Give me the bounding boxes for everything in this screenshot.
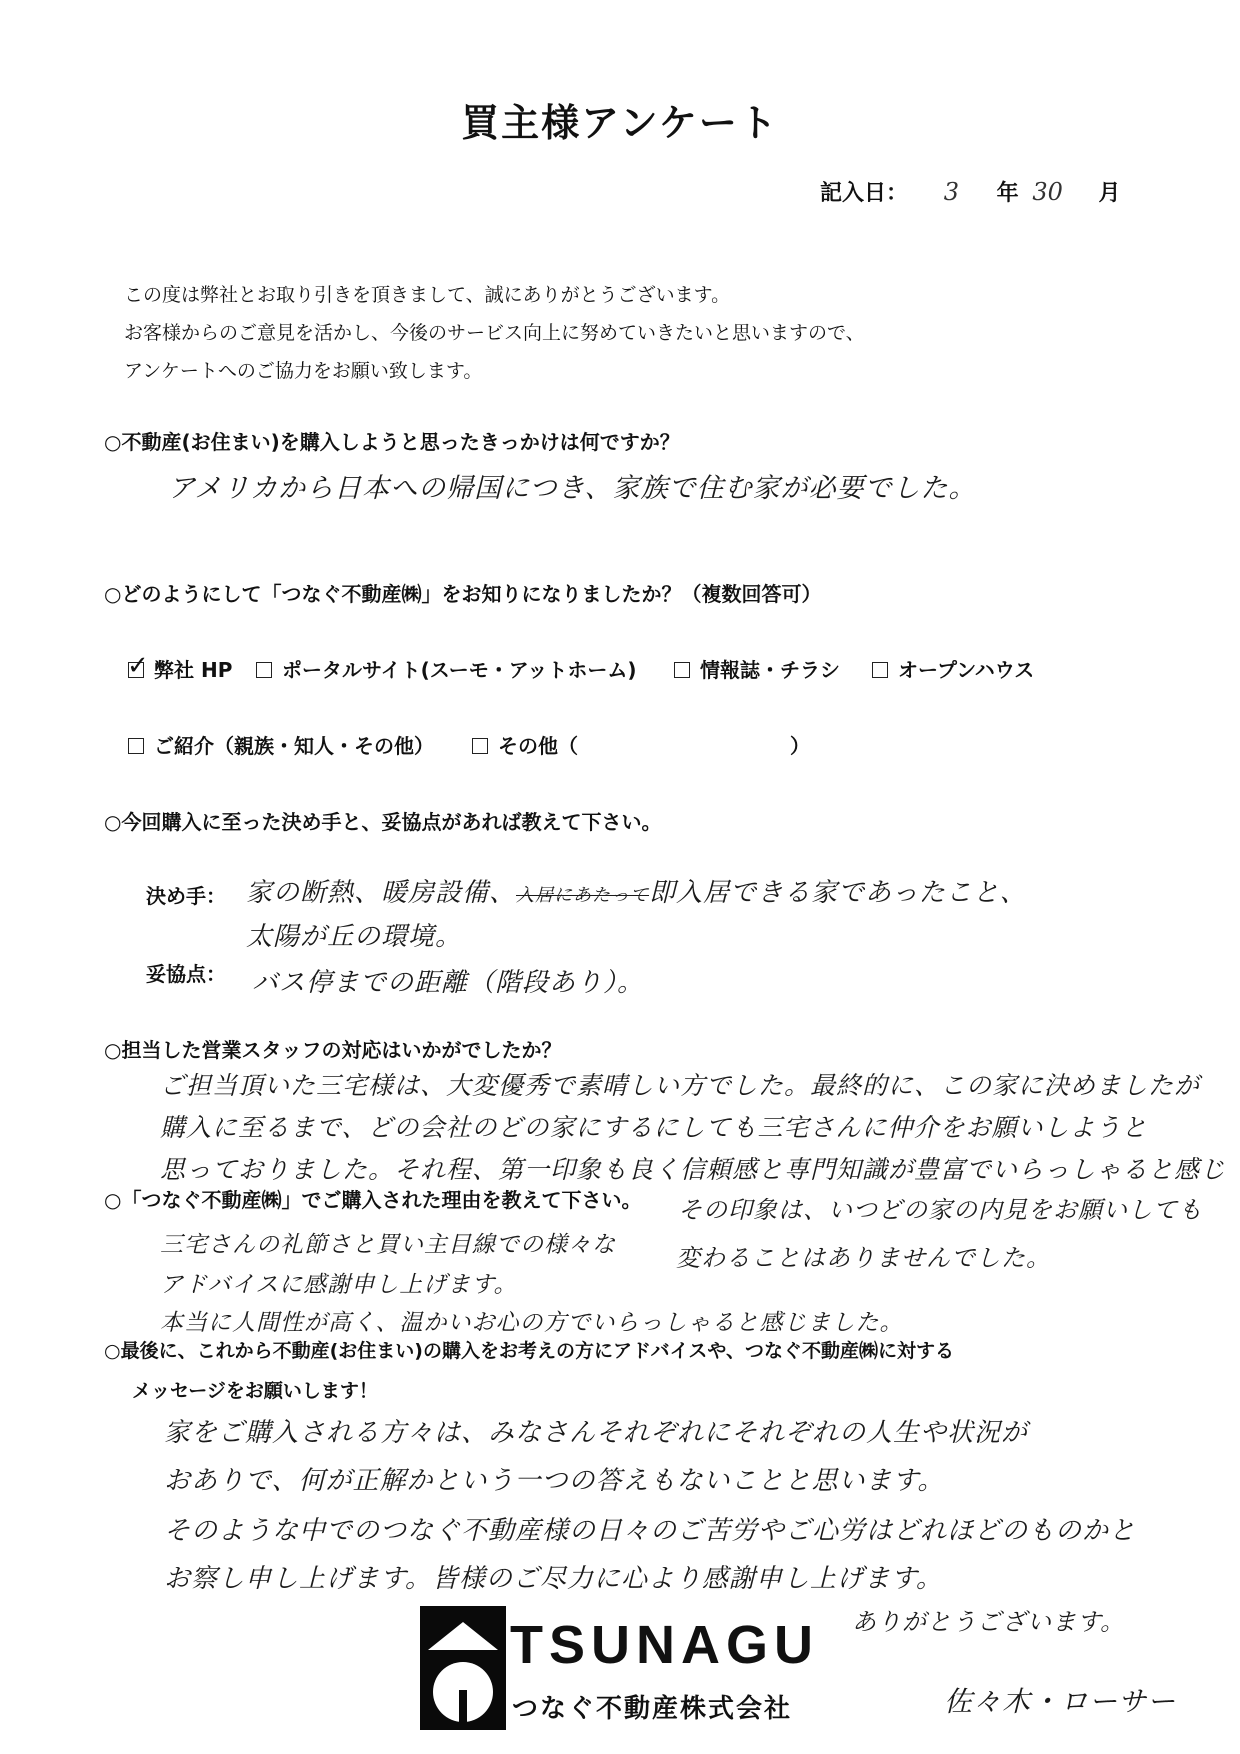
signature: 佐々木・ローサー [944,1685,1177,1718]
option-other[interactable] [472,730,578,759]
option-label: ご紹介（親族・知人・その他） [154,734,434,758]
date-day-unit: 月 [1098,181,1121,206]
option-openhouse[interactable] [872,654,1034,683]
kimete-struck-text: 入居にあたって [516,885,650,906]
question-4: ○担当した営業スタッフの対応はいかがでしたか？ [104,1038,562,1062]
checkbox-magazine[interactable] [674,662,690,678]
dakyo-answer: バス停までの距離（階段あり）。 [252,968,645,998]
answer-4-line: 変わることはありませんでした。 [676,1244,1051,1272]
question-2: ○どのようにして「つなぐ不動産㈱」をお知りになりましたか？（複数回答可） [104,582,822,606]
checkbox-hp[interactable] [127,651,149,681]
dakyo-label: 妥協点： [146,962,226,986]
checkbox-referral[interactable] [128,738,144,754]
date-label: 記入日： [820,181,909,206]
company-name: つなぐ不動産株式会社 [512,1694,793,1724]
kimete-answer-line-1 [246,872,1027,909]
entry-date [820,176,1121,207]
answer-4-line: その印象は、いつどの家の内見をお願いしても [678,1196,1203,1224]
thanks-note: ありがとうございます。 [852,1608,1126,1636]
intro-line: この度は弊社とお取り引きを頂きまして、誠にありがとうございます。 [124,284,731,306]
intro-text [124,276,865,390]
question-6: ○最後に、これから不動産(お住まい)の購入をお考えの方にアドバイスや、つなぐ不動産㈱に対する [104,1340,954,1362]
company-logo-word: TSUNAGU [510,1615,819,1675]
option-magazine[interactable] [674,654,840,683]
answer-5-line: アドバイスに感謝申し上げます。 [160,1272,518,1298]
option-label: オープンハウス [898,658,1035,682]
answer-4-line: ご担当頂いた三宅様は、大変優秀で素晴しい方でした。最終的に、この家に決めましたが [160,1071,1201,1100]
answer-1: アメリカから日本への帰国につき、家族で住む家が必要でした。 [168,473,977,504]
page-title: 買主様アンケート [461,101,779,145]
answer-5-line: 本当に人間性が高く、温かいお心の方でいらっしゃると感じました。 [160,1310,904,1336]
date-month-unit: 年 [996,181,1019,206]
option-hp[interactable] [127,651,233,683]
kimete-text: 家の断熱、暖房設備、 [246,878,517,908]
answer-4-line: 思っておりました。それ程、第一印象も良く信頼感と専門知識が豊富でいらっしゃると感じ [160,1155,1227,1184]
question-1: ○不動産(お住まい)を購入しようと思ったきっかけは何ですか？ [104,430,680,454]
answer-6-line: そのような中でのつなぐ不動産様の日々のご苦労やご心労はどれほどのものかと [164,1516,1137,1546]
option-label: その他（ [498,734,578,758]
kimete-text: 即入居できる家であったこと、 [649,878,1027,908]
checkbox-portal[interactable] [256,662,272,678]
question-3: ○今回購入に至った決め手と、妥協点があれば教えて下さい。 [104,810,662,834]
option-referral[interactable] [128,730,434,759]
company-logo-mark [420,1606,506,1730]
answer-6-line: おありで、何が正解かという一つの答えもないことと思います。 [164,1466,945,1496]
answer-5-line: 三宅さんの礼節さと買い主目線での様々な [160,1232,616,1258]
option-other-close: ） [790,734,810,758]
date-month-value: 3 [943,178,959,206]
checkbox-other[interactable] [472,738,488,754]
kimete-answer-line-2: 太陽が丘の環境。 [246,922,463,952]
option-label: 弊社 HP [154,658,233,682]
date-day-value: 30 [1032,178,1063,206]
answer-4-line: 購入に至るまで、どの会社のどの家にするにしても三宅さんに仲介をお願いしようと [160,1113,1148,1142]
answer-6-line: 家をご購入される方々は、みなさんそれぞれにそれぞれの人生や状況が [164,1418,1029,1448]
answer-6-line: お察し申し上げます。皆様のご尽力に心より感謝申し上げます。 [164,1564,943,1594]
checkbox-openhouse[interactable] [872,662,888,678]
intro-line: アンケートへのご協力をお願い致します。 [124,360,483,382]
option-label: ポータルサイト(スーモ・アットホーム) [282,658,637,682]
option-portal[interactable] [256,654,636,683]
question-5: ○「つなぐ不動産㈱」でご購入された理由を教えて下さい。 [104,1188,642,1212]
check-mark-icon: ✓ [127,651,149,681]
kimete-label: 決め手： [146,884,226,908]
intro-line: お客様からのご意見を活かし、今後のサービス向上に努めていきたいと思いますので、 [124,322,865,344]
option-label: 情報誌・チラシ [700,658,840,682]
question-6-cont: メッセージをお願いします！ [132,1380,378,1402]
